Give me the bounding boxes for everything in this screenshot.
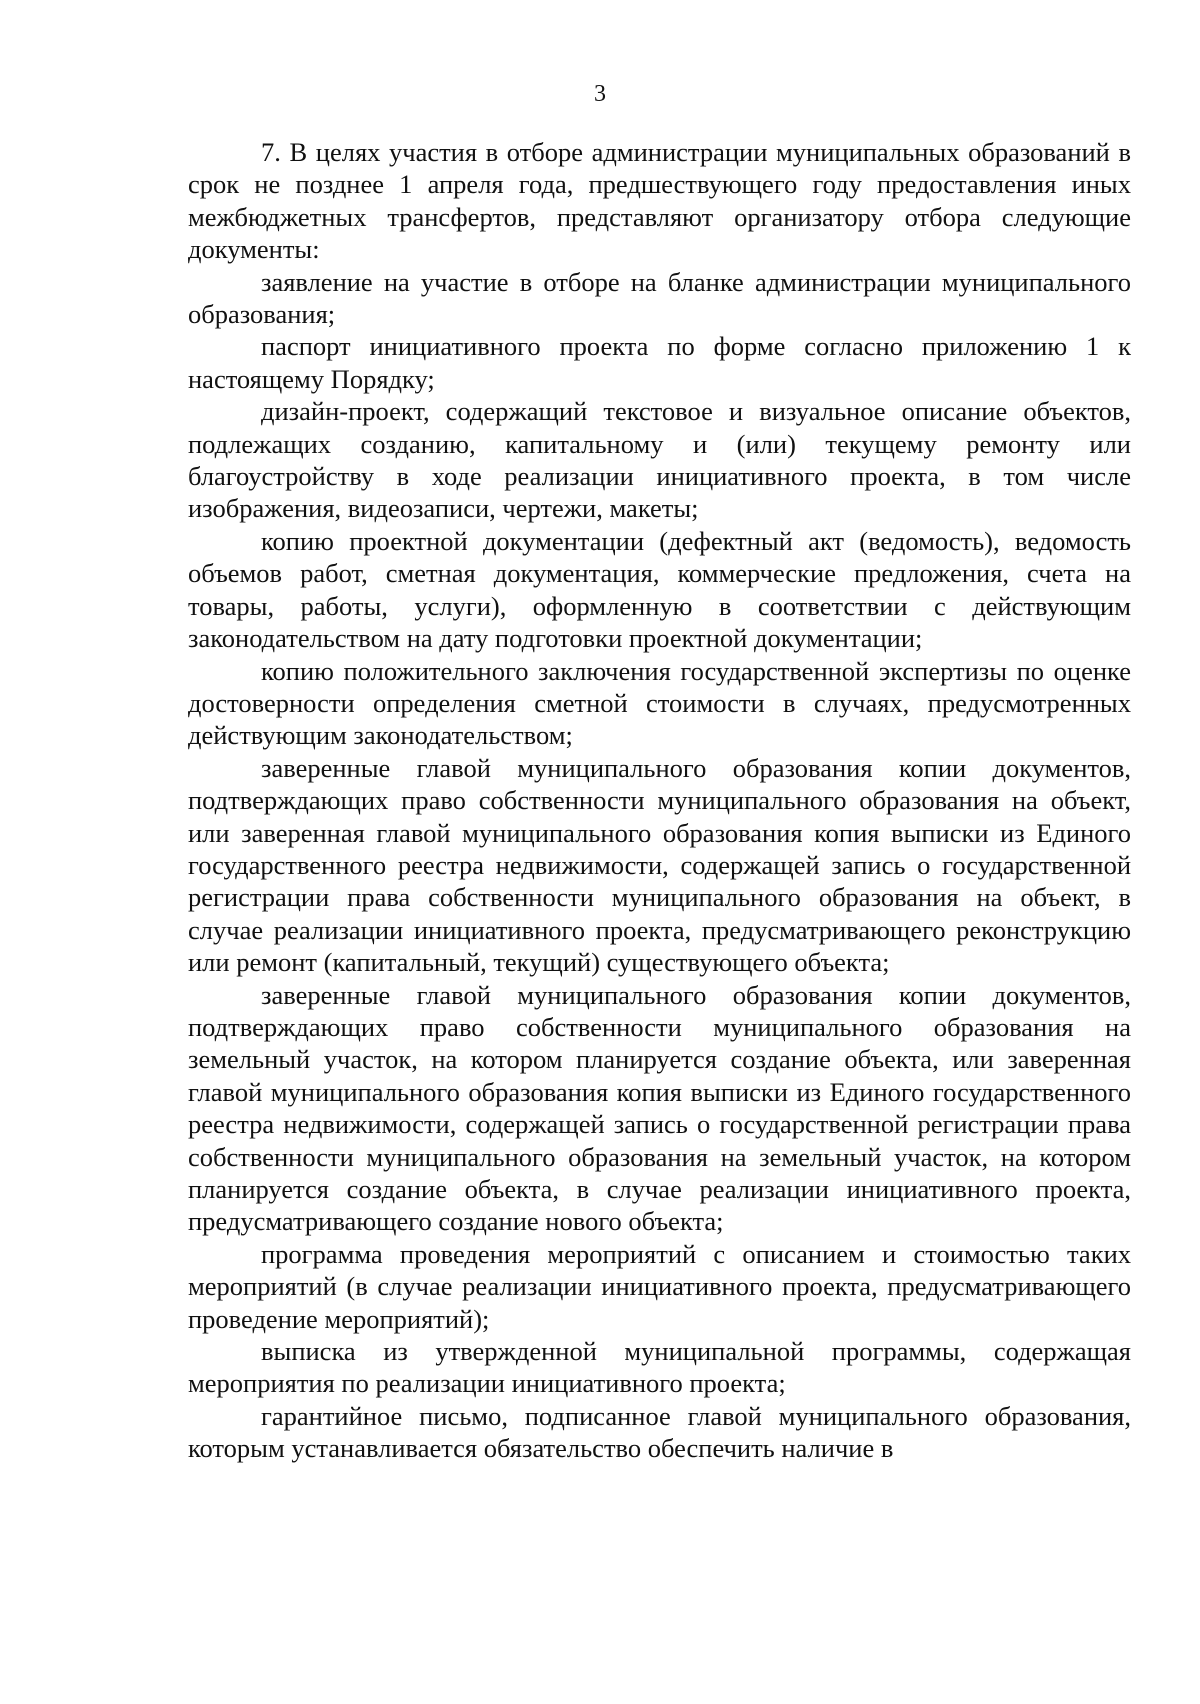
paragraph-event-program: программа проведения мероприятий с описанием и стоимостью таких мероприятий (в случае реализации инициативного проекта, предусматривающего проведение мероприятий); [188, 1238, 1131, 1334]
paragraph-municipal-program-extract: выписка из утвержденной муниципальной программы, содержащая мероприятия по реализации инициативного проекта; [188, 1336, 1131, 1399]
document-body [188, 136, 1131, 1465]
paragraph-land-ownership: заверенные главой муниципального образования копии документов, подтверждающих право собственности муниципального образования на земельный участок, на котором планируется создание объекта, или заверенная главой муниципального образования копия выписки из Единого государственного реестра недвижимости, содержащей запись о государственной регистрации права собственности муниципального образования на земельный участок, на котором планируется создание объекта, в случае реализации инициативного проекта, предусматривающего создание нового объекта; [188, 979, 1131, 1237]
paragraph-project-passport: паспорт инициативного проекта по форме согласно приложению 1 к настоящему Порядку; [188, 331, 1131, 394]
paragraph-state-expertise: копию положительного заключения государственной экспертизы по оценке достоверности определения сметной стоимости в случаях, предусмотренных действующим законодательством; [188, 655, 1131, 751]
paragraph-guarantee-letter: гарантийное письмо, подписанное главой муниципального образования, которым устанавливается обязательство обеспечить наличие в [188, 1400, 1131, 1464]
page-number: 3 [594, 81, 606, 107]
paragraph-application: заявление на участие в отборе на бланке администрации муниципального образования; [188, 266, 1131, 330]
paragraph-object-ownership: заверенные главой муниципального образования копии документов, подтверждающих право собственности муниципального образования на объект, или заверенная главой муниципального образования копия выписки из Единого государственного реестра недвижимости, содержащей запись о государственной регистрации права собственности муниципального образования на объект, в случае реализации инициативного проекта, предусматривающего реконструкцию или ремонт (капитальный, текущий) существующего объекта; [188, 752, 1131, 978]
paragraph-selection-documents: 7. В целях участия в отборе администрации муниципальных образований в срок не позднее 1 апреля года, предшествующего году предоставления иных межбюджетных трансфертов, представляют организатору отбора следующие документы: [188, 137, 1131, 265]
paragraph-design-project: дизайн-проект, содержащий текстовое и визуальное описание объектов, подлежащих созданию, капитальному и (или) текущему ремонту или благоустройству в ходе реализации инициативного проекта, в том числе изображения, видеозаписи, чертежи, макеты; [188, 396, 1131, 524]
paragraph-project-documentation: копию проектной документации (дефектный акт (ведомость), ведомость объемов работ, сметная документация, коммерческие предложения, счета на товары, работы, услуги), оформленную в соответствии с действующим законодательством на дату подготовки проектной документации; [188, 525, 1131, 654]
